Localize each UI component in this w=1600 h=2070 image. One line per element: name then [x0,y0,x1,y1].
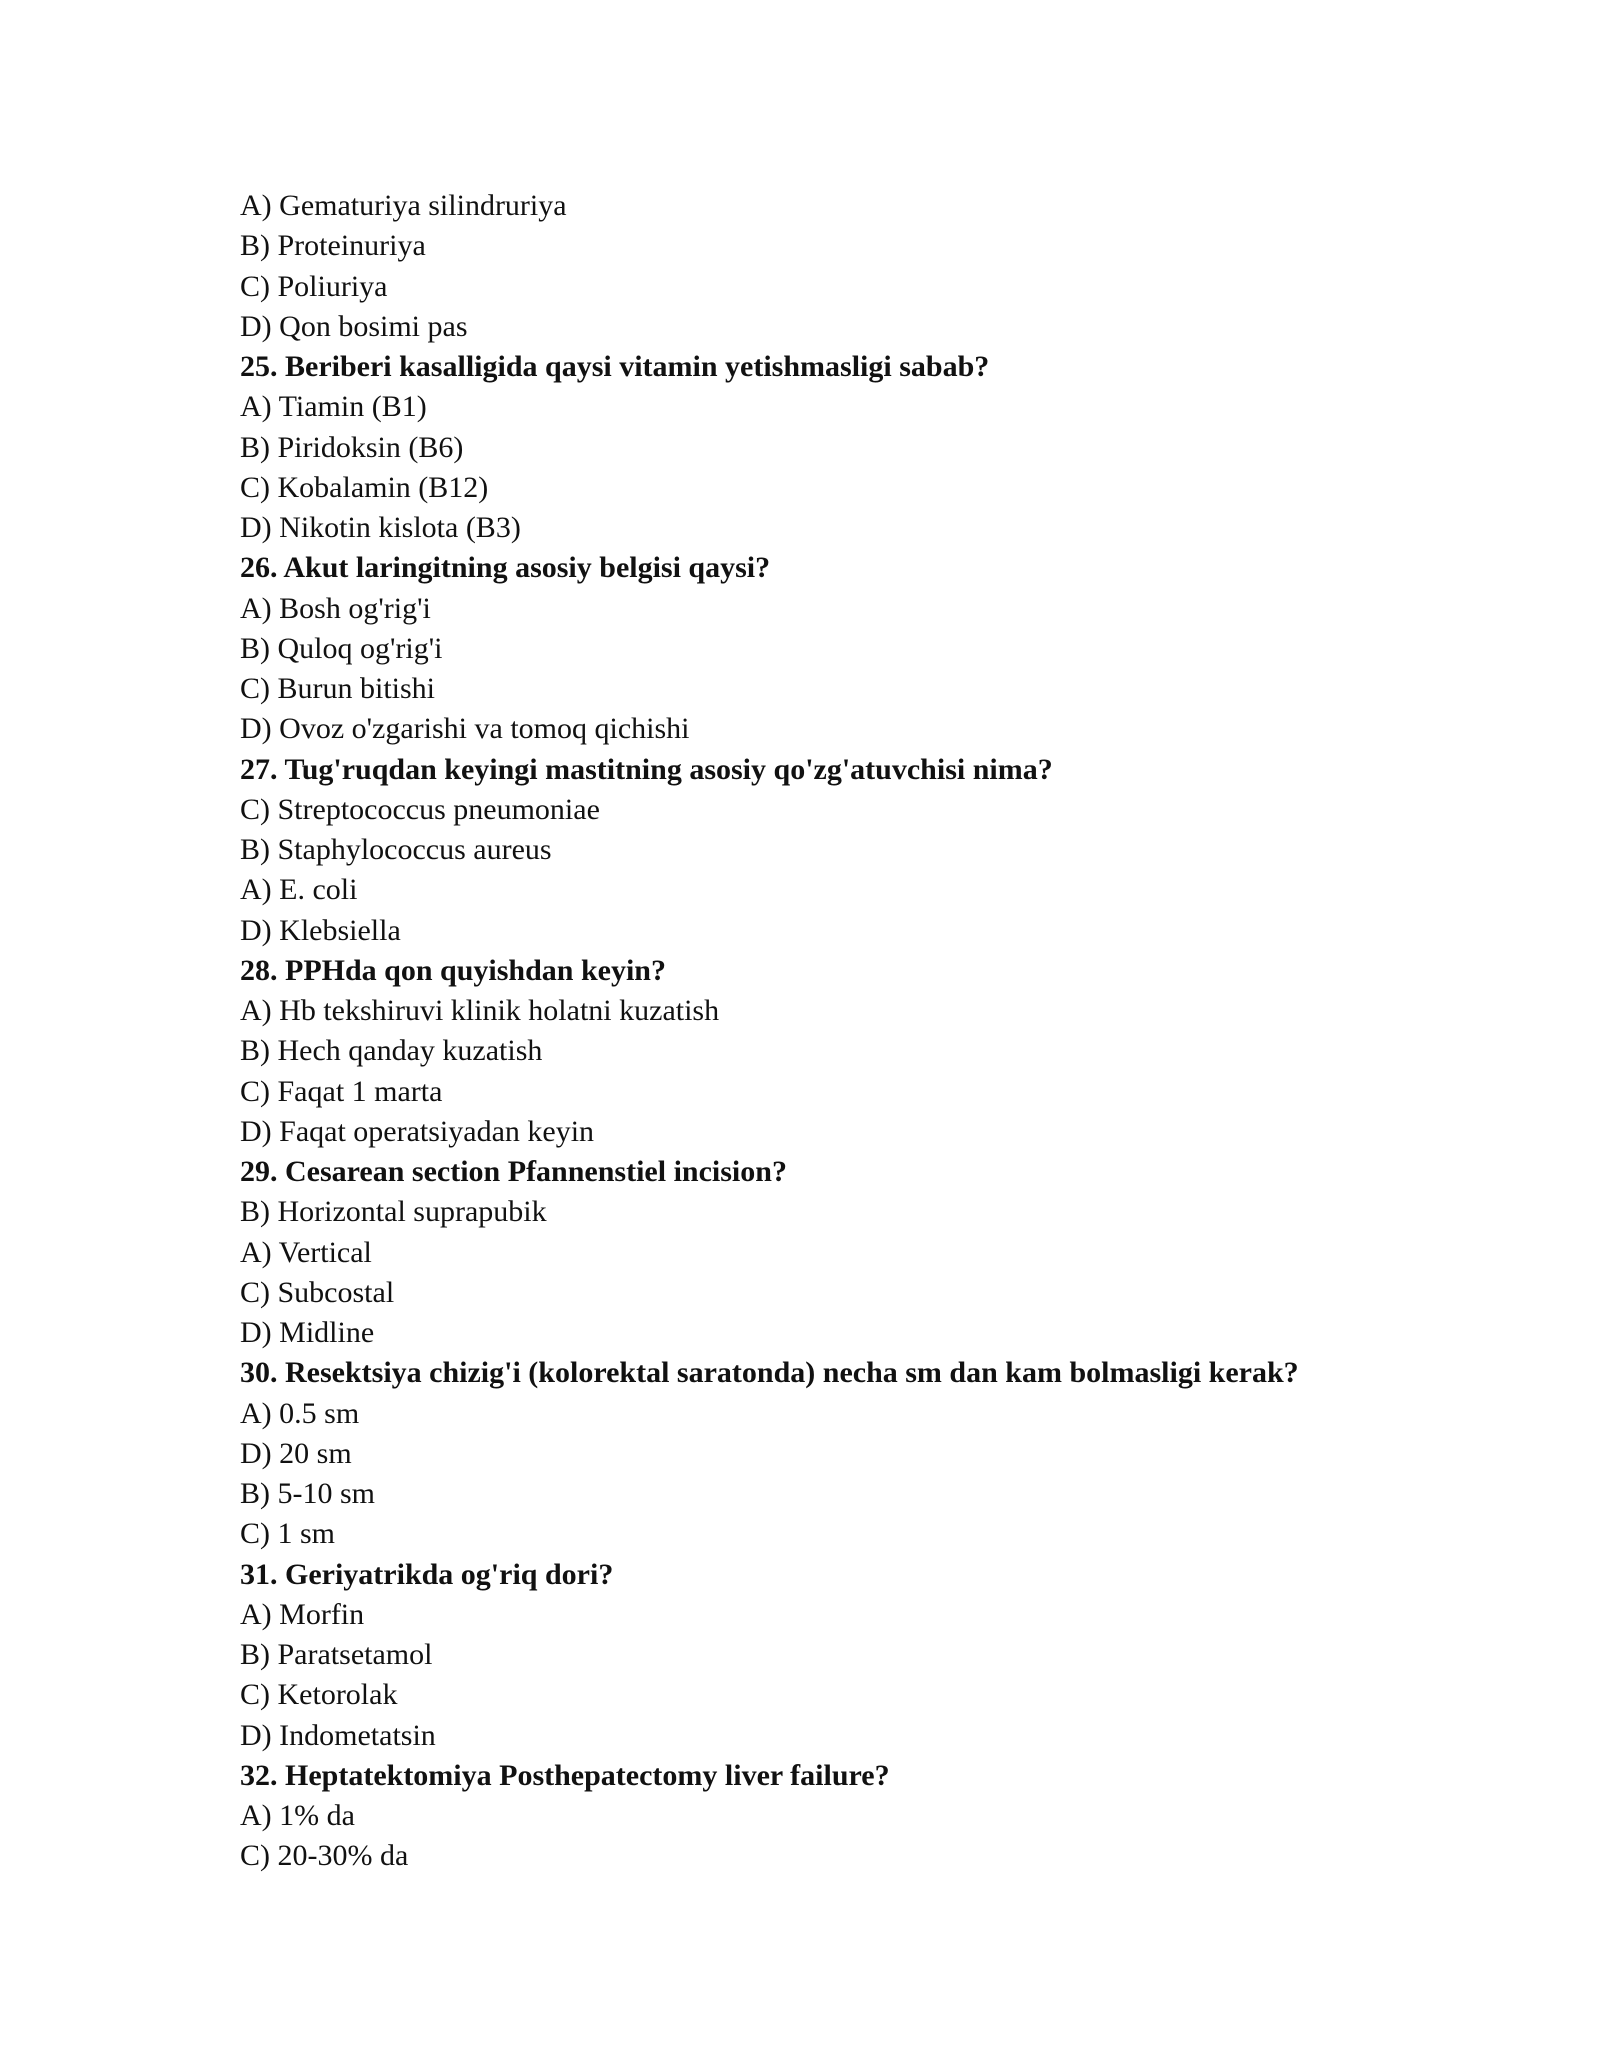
answer-option: B) Horizontal suprapubik [240,1195,547,1229]
answer-option: C) Subcostal [240,1275,395,1309]
answer-option: A) 0.5 sm [240,1396,360,1430]
answer-option: B) Proteinuriya [240,229,426,263]
answer-option: A) 1% da [240,1799,355,1832]
answer-option: B) Staphylococcus aureus [240,833,552,866]
answer-option: D) Midline [240,1316,375,1349]
answer-option: B) 5-10 sm [240,1477,375,1510]
answer-option: A) Gematuriya silindruriya [240,189,567,222]
answer-option: A) Morfin [240,1597,365,1631]
answer-option: D) Ovoz o'zgarishi va tomoq qichishi [240,712,690,746]
answer-option: D) Indometatsin [240,1718,436,1752]
answer-option: B) Piridoksin (B6) [240,430,464,464]
answer-option: A) Vertical [240,1235,372,1269]
answer-option: A) E. coli [240,873,358,907]
answer-option: C) 20-30% da [240,1839,409,1873]
answer-option: A) Tiamin (B1) [240,390,427,424]
question-heading: 30. Resektsiya chizig'i (kolorektal saratonda) necha sm dan kam bolmasligi kerak? [240,1356,1299,1390]
question-heading: 28. PPHda qon quyishdan keyin? [240,953,666,987]
answer-option: D) 20 sm [240,1436,352,1470]
answer-option: B) Hech qanday kuzatish [240,1034,543,1068]
question-heading: 31. Geriyatrikda og'riq dori? [240,1557,614,1591]
answer-option: A) Hb tekshiruvi klinik holatni kuzatish [240,994,720,1027]
quiz-content [240,186,1440,1877]
answer-option: D) Nikotin kislota (B3) [240,511,521,544]
answer-option: C) Burun bitishi [240,672,436,705]
answer-option: D) Klebsiella [240,913,401,947]
answer-option: C) Streptococcus pneumoniae [240,792,600,826]
answer-option: D) Faqat operatsiyadan keyin [240,1114,595,1148]
answer-option: C) 1 sm [240,1517,336,1551]
answer-option: C) Kobalamin (B12) [240,470,489,504]
answer-option: A) Bosh og'rig'i [240,591,431,625]
answer-option: C) Faqat 1 marta [240,1074,443,1108]
answer-option: B) Paratsetamol [240,1638,433,1671]
question-heading: 25. Beriberi kasalligida qaysi vitamin yetishmasligi sabab? [240,350,990,383]
answer-option: C) Poliuriya [240,269,388,303]
question-heading: 29. Cesarean section Pfannenstiel incision? [240,1155,787,1188]
question-heading: 27. Tug'ruqdan keyingi mastitning asosiy qo'zg'atuvchisi nima? [240,752,1053,786]
question-heading: 26. Akut laringitning asosiy belgisi qaysi? [240,551,771,585]
question-heading: 32. Heptatektomiya Posthepatectomy liver failure? [240,1758,890,1792]
answer-option: D) Qon bosimi pas [240,309,468,343]
answer-option: C) Ketorolak [240,1678,398,1712]
answer-option: B) Quloq og'rig'i [240,631,443,665]
